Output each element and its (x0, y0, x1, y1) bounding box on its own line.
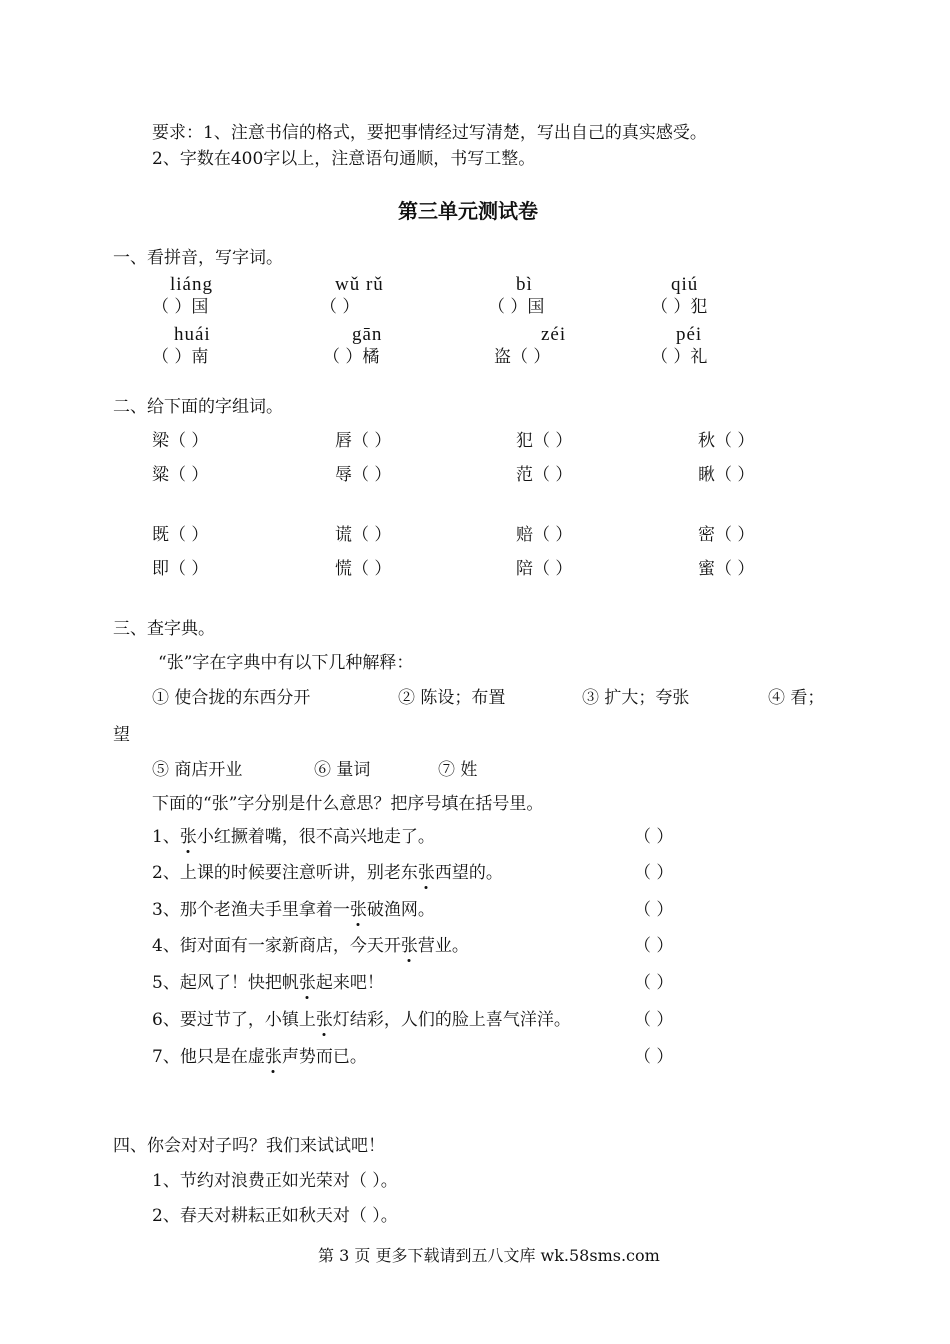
meaning: ⑥ 量词 (314, 760, 371, 780)
emphasis-char: 张 (417, 863, 435, 883)
sentence-item: 7、他只是在虚张声势而已。 (152, 1047, 367, 1067)
word-blank[interactable]: 密（ ） (698, 525, 755, 545)
word-blank[interactable]: 赔（ ） (516, 525, 573, 545)
section-4-heading: 四、你会对对子吗？我们来试试吧！ (113, 1136, 385, 1156)
sentence-item: 6、要过节了，小镇上张灯结彩，人们的脸上喜气洋洋。 (152, 1010, 571, 1030)
pinyin: liáng (170, 274, 213, 295)
word-blank[interactable]: 即（ ） (152, 559, 209, 579)
section-3-heading: 三、查字典。 (113, 619, 215, 639)
answer-blank[interactable]: （ ） (634, 1047, 674, 1067)
answer-blank[interactable]: （ ）礼 (651, 347, 708, 367)
couplet-item[interactable]: 2、春天对耕耘正如秋天对（ ）。 (152, 1206, 398, 1226)
emphasis-char: 张 (315, 1010, 333, 1030)
sentence-item: 1、张小红撅着嘴，很不高兴地走了。 (152, 827, 435, 847)
answer-blank[interactable]: （ ） (320, 297, 360, 317)
page-title: 第三单元测试卷 (398, 199, 538, 223)
sentence-item: 5、起风了！快把帆张起来吧！ (152, 973, 384, 993)
answer-blank[interactable]: （ ） (634, 863, 674, 883)
meaning: ④ 看； (768, 688, 825, 708)
meaning: ⑤ 商店开业 (152, 760, 243, 780)
emphasis-char: 张 (400, 936, 418, 956)
pinyin: gān (352, 324, 383, 345)
word-blank[interactable]: 范（ ） (516, 465, 573, 485)
word-blank[interactable]: 慌（ ） (335, 559, 392, 579)
answer-blank[interactable]: （ ）南 (152, 347, 209, 367)
sentence-item: 4、街对面有一家新商店，今天开张营业。 (152, 936, 469, 956)
word-blank[interactable]: 谎（ ） (335, 525, 392, 545)
pinyin: wǔ rǔ (335, 274, 384, 295)
couplet-item[interactable]: 1、节约对浪费正如光荣对（ ）。 (152, 1171, 398, 1191)
emphasis-char: 张 (179, 827, 197, 847)
word-blank[interactable]: 犯（ ） (516, 431, 573, 451)
word-blank[interactable]: 陪（ ） (516, 559, 573, 579)
requirement-line-2: 2、字数在400字以上，注意语句通顺，书写工整。 (152, 149, 536, 169)
meaning: ② 陈设；布置 (398, 688, 506, 708)
meaning: ③ 扩大；夸张 (582, 688, 690, 708)
section-1-heading: 一、看拼音，写字词。 (113, 248, 283, 268)
answer-blank[interactable]: （ ）橘 (323, 347, 380, 367)
answer-blank[interactable]: （ ）犯 (651, 297, 708, 317)
pinyin: huái (174, 324, 211, 345)
answer-blank[interactable]: 盗（ ） (494, 347, 551, 367)
pinyin: péi (676, 324, 703, 345)
meaning: ① 使合拢的东西分开 (152, 688, 311, 708)
word-blank[interactable]: 辱（ ） (335, 465, 392, 485)
section-2-heading: 二、给下面的字组词。 (113, 397, 283, 417)
sentence-item: 2、上课的时候要注意听讲，别老东张西望的。 (152, 863, 503, 883)
meaning: ⑦ 姓 (438, 760, 478, 780)
dictionary-intro: “张”字在字典中有以下几种解释： (158, 653, 414, 673)
answer-blank[interactable]: （ ） (634, 973, 674, 993)
sentence-item: 3、那个老渔夫手里拿着一张破渔网。 (152, 900, 435, 920)
pinyin: zéi (541, 324, 567, 345)
dictionary-question: 下面的“张”字分别是什么意思？把序号填在括号里。 (152, 794, 544, 814)
pinyin: qiú (671, 274, 699, 295)
answer-blank[interactable]: （ ）国 (152, 297, 209, 317)
emphasis-char: 张 (349, 900, 367, 920)
answer-blank[interactable]: （ ） (634, 827, 674, 847)
page-footer: 第 3 页 更多下载请到五八文库 wk.58sms.com (318, 1246, 660, 1265)
word-blank[interactable]: 粱（ ） (152, 465, 209, 485)
word-blank[interactable]: 梁（ ） (152, 431, 209, 451)
requirement-line-1: 要求：1、注意书信的格式，要把事情经过写清楚，写出自己的真实感受。 (152, 123, 707, 143)
word-blank[interactable]: 既（ ） (152, 525, 209, 545)
answer-blank[interactable]: （ ） (634, 936, 674, 956)
word-blank[interactable]: 蜜（ ） (698, 559, 755, 579)
word-blank[interactable]: 秋（ ） (698, 431, 755, 451)
answer-blank[interactable]: （ ） (634, 1010, 674, 1030)
emphasis-char: 张 (298, 973, 316, 993)
emphasis-char: 张 (264, 1047, 282, 1067)
meaning-wrap: 望 (113, 725, 130, 745)
word-blank[interactable]: 唇（ ） (335, 431, 392, 451)
answer-blank[interactable]: （ ）国 (488, 297, 545, 317)
answer-blank[interactable]: （ ） (634, 900, 674, 920)
word-blank[interactable]: 瞅（ ） (698, 465, 755, 485)
pinyin: bì (516, 274, 533, 295)
